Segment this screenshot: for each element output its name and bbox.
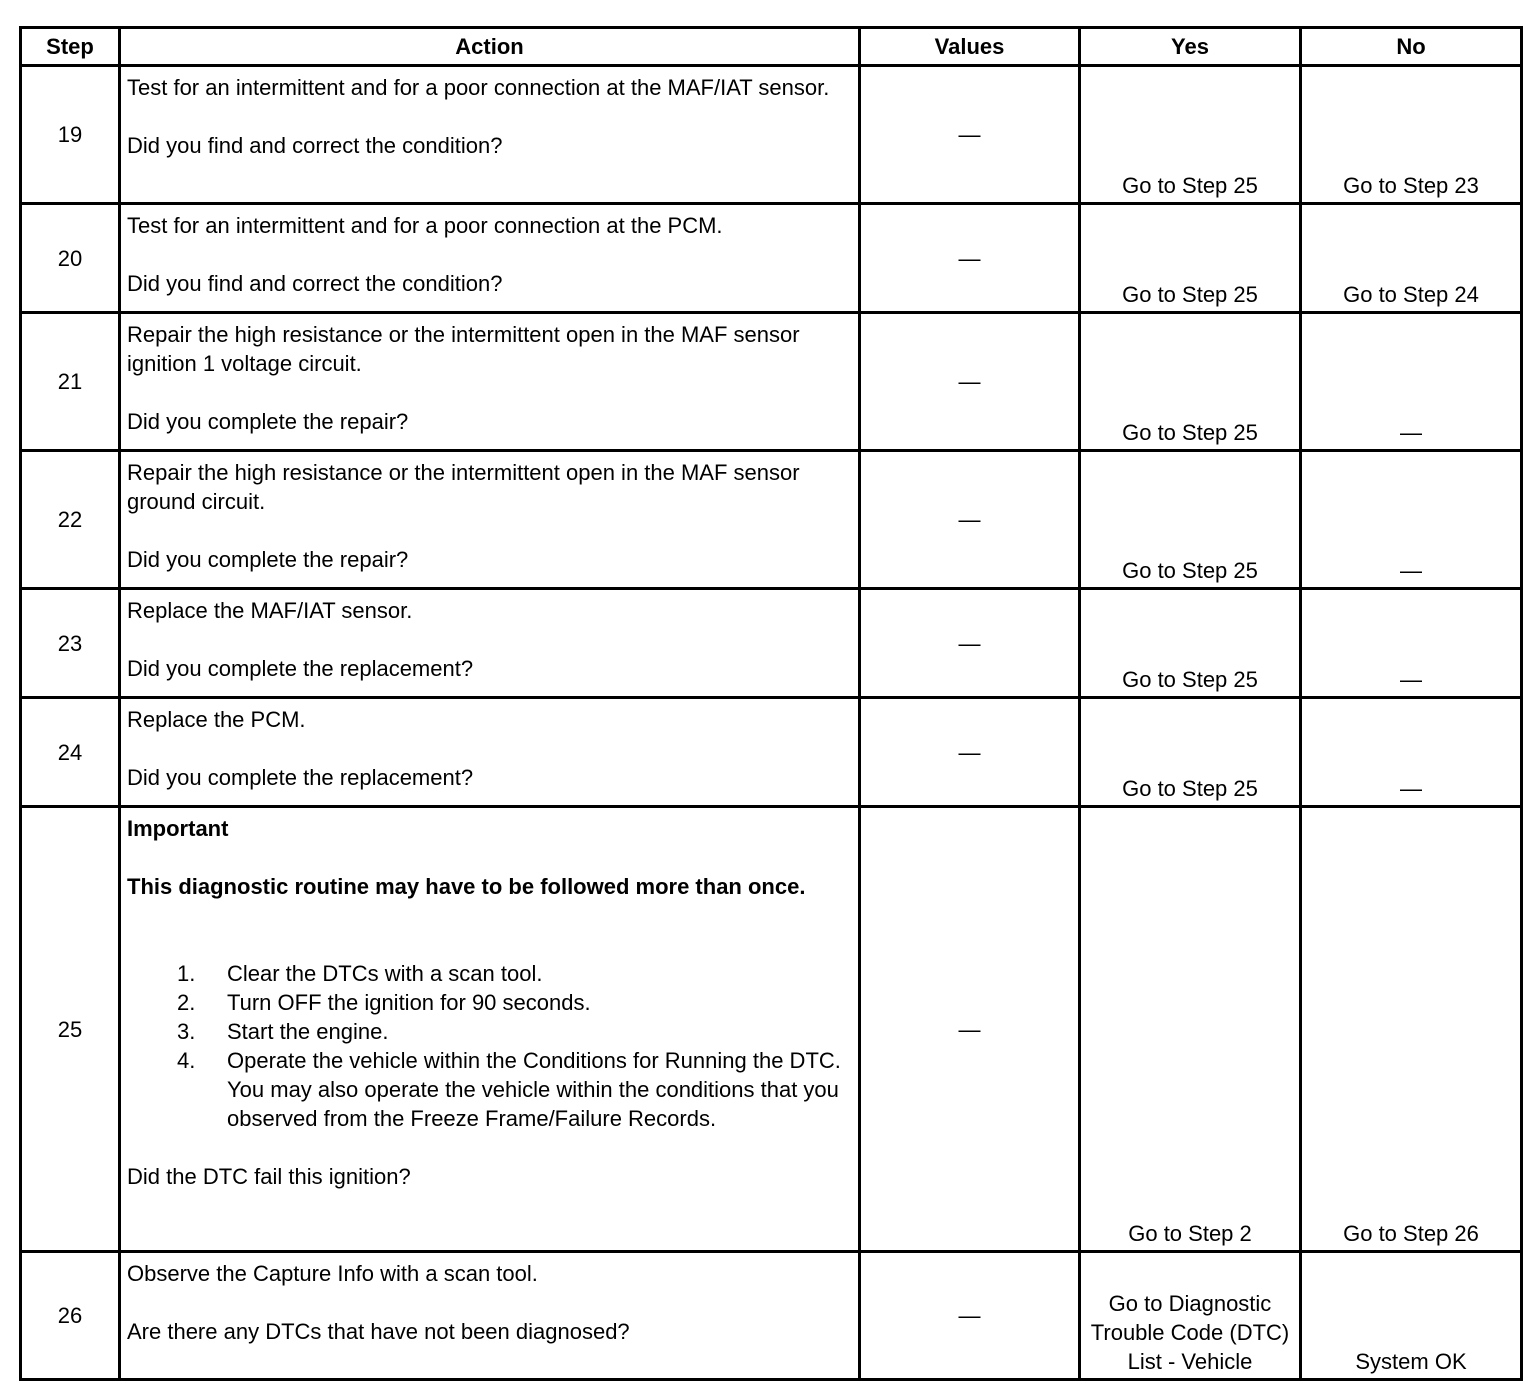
list-item (127, 959, 852, 988)
yes-cell: Go to Step 25 (1080, 451, 1301, 589)
diagnostic-table (19, 26, 1523, 1381)
values-cell: — (860, 698, 1080, 807)
values-cell: — (860, 589, 1080, 698)
action-text: Repair the high resistance or the intermittent open in the MAF sensor ground circuit. (127, 460, 800, 514)
values-cell: — (860, 313, 1080, 451)
action-question: Did you complete the replacement? (127, 765, 474, 790)
yes-cell: Go to Step 2 (1080, 807, 1301, 1252)
action-question: Did you find and correct the condition? (127, 133, 503, 158)
header-yes: Yes (1080, 28, 1301, 66)
action-cell (120, 807, 860, 1252)
header-action: Action (120, 28, 860, 66)
step-number: 26 (21, 1252, 120, 1380)
list-number: 1. (177, 961, 196, 986)
step-number: 21 (21, 313, 120, 451)
no-cell: Go to Step 23 (1301, 66, 1522, 204)
list-number: 3. (177, 1019, 196, 1044)
action-text: Test for an intermittent and for a poor connection at the MAF/IAT sensor. (127, 75, 830, 100)
table-row (21, 451, 1522, 589)
values-cell: — (860, 451, 1080, 589)
no-cell: — (1301, 698, 1522, 807)
action-question: Did you complete the replacement? (127, 656, 474, 681)
values-cell: — (860, 204, 1080, 313)
values-cell: — (860, 807, 1080, 1252)
action-cell (120, 451, 860, 589)
table-row (21, 66, 1522, 204)
table-row (21, 313, 1522, 451)
procedure-list (127, 959, 852, 1133)
action-question: Did you complete the repair? (127, 547, 409, 572)
no-cell: System OK (1301, 1252, 1522, 1380)
action-cell (120, 313, 860, 451)
no-cell: — (1301, 451, 1522, 589)
action-question: Did you complete the repair? (127, 409, 409, 434)
header-row (21, 28, 1522, 66)
list-item (127, 1046, 852, 1133)
table-row (21, 698, 1522, 807)
step-number: 25 (21, 807, 120, 1252)
list-text: Start the engine. (227, 1019, 389, 1044)
action-question: Did you find and correct the condition? (127, 271, 503, 296)
no-cell: — (1301, 313, 1522, 451)
values-cell: — (860, 1252, 1080, 1380)
step-number: 24 (21, 698, 120, 807)
yes-cell: Go to Step 25 (1080, 313, 1301, 451)
list-item (127, 1017, 852, 1046)
action-text: Replace the MAF/IAT sensor. (127, 598, 413, 623)
table-row (21, 1252, 1522, 1380)
action-cell (120, 204, 860, 313)
header-step: Step (21, 28, 120, 66)
table-row (21, 807, 1522, 1252)
yes-cell: Go to Step 25 (1080, 66, 1301, 204)
action-text: Replace the PCM. (127, 707, 306, 732)
step-number: 23 (21, 589, 120, 698)
no-cell: Go to Step 24 (1301, 204, 1522, 313)
action-cell (120, 66, 860, 204)
list-text: Clear the DTCs with a scan tool. (227, 961, 543, 986)
step-number: 20 (21, 204, 120, 313)
action-cell (120, 698, 860, 807)
no-cell: Go to Step 26 (1301, 807, 1522, 1252)
list-item (127, 988, 852, 1017)
list-number: 4. (177, 1048, 196, 1073)
action-question: Are there any DTCs that have not been diagnosed? (127, 1319, 630, 1344)
action-text: Observe the Capture Info with a scan tool. (127, 1261, 538, 1286)
yes-cell: Go to Step 25 (1080, 204, 1301, 313)
values-cell: — (860, 66, 1080, 204)
important-label: Important (127, 816, 229, 841)
table-row (21, 589, 1522, 698)
list-text: Turn OFF the ignition for 90 seconds. (227, 990, 591, 1015)
action-question: Did the DTC fail this ignition? (127, 1164, 411, 1189)
step-number: 19 (21, 66, 120, 204)
action-cell (120, 589, 860, 698)
header-values: Values (860, 28, 1080, 66)
yes-cell: Go to Diagnostic Trouble Code (DTC) List - Vehicle (1080, 1252, 1301, 1380)
step-number: 22 (21, 451, 120, 589)
table-row (21, 204, 1522, 313)
yes-cell: Go to Step 25 (1080, 698, 1301, 807)
action-text: Repair the high resistance or the intermittent open in the MAF sensor ignition 1 voltage circuit. (127, 322, 800, 376)
important-text: This diagnostic routine may have to be followed more than once. (127, 874, 806, 899)
no-cell: — (1301, 589, 1522, 698)
yes-cell: Go to Step 25 (1080, 589, 1301, 698)
list-number: 2. (177, 990, 196, 1015)
action-text: Test for an intermittent and for a poor connection at the PCM. (127, 213, 723, 238)
list-text: Operate the vehicle within the Conditions for Running the DTC. You may also operate the vehicle within the conditions that you observed from the Freeze Frame/Failure Records. (227, 1048, 841, 1131)
header-no: No (1301, 28, 1522, 66)
action-cell (120, 1252, 860, 1380)
